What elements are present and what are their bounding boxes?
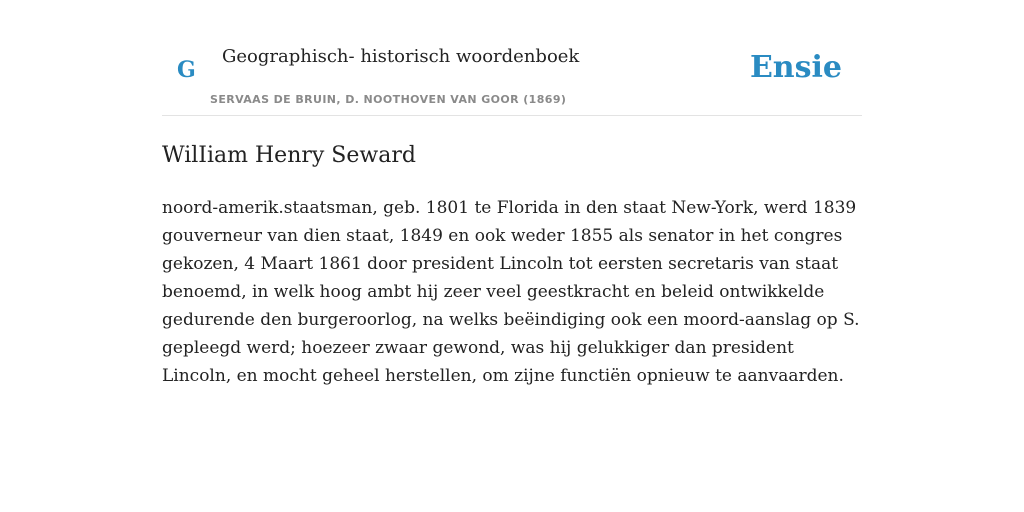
ensie-logo-link[interactable]: Ensie [749, 50, 842, 85]
entry-title: WilIiam Henry Seward [162, 143, 416, 168]
book-header [162, 0, 862, 116]
book-title[interactable]: Geographisch- historisch woordenboek [222, 46, 580, 67]
book-authors: SERVAAS DE BRUIN, D. NOOTHOVEN VAN GOOR (1869) [210, 93, 567, 106]
entry-body: noord-amerik.staatsman, geb. 1801 te Florida in den staat New-York, werd 1839 gouverneur van dien staat, 1849 en ook weder 1855 als senator in het congres gekozen, 4 Maart 1861 door president Lincoln tot eersten secretaris van staat benoemd, in welk hoog ambt hij zeer veel geestkracht en beleid ontwikkelde gedurende den burgeroorlog, na welks beëindiging ook een moord-aanslag op S. gepleegd werd; hoezeer zwaar gewond, was hij gelukkiger dan president Lincoln, en mocht geheel herstellen, om zijne functiën opnieuw te aanvaarden. [162, 198, 860, 386]
book-logo-letter[interactable]: G [177, 57, 196, 83]
page-container [162, 0, 862, 390]
